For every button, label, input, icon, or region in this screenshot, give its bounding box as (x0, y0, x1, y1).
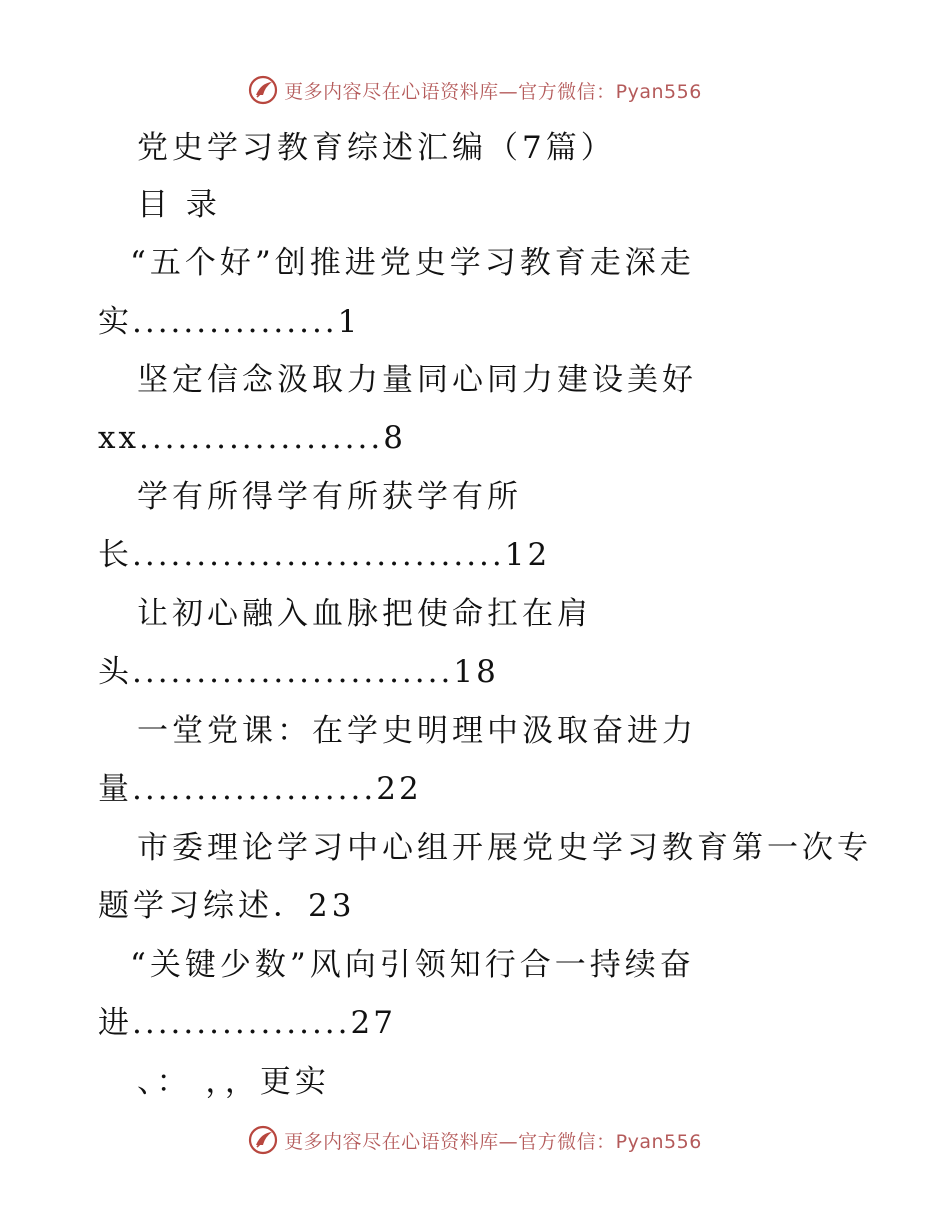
watermark-header (0, 70, 950, 110)
watermark-id: Pyan556 (615, 80, 702, 103)
toc-entry-page: 题学习综述．23 (98, 888, 356, 924)
toc-entry-title: “五个好”创推进党史学习教育走深走 (130, 245, 695, 281)
toc-entry-title: 学有所得学有所获学有所 (137, 479, 522, 515)
toc-entry-title: 让初心融入血脉把使命扛在肩 (137, 596, 592, 632)
toc-entry-page: 头.........................18 (98, 654, 499, 690)
logo-icon (248, 75, 278, 105)
toc-entry-page: 量...................22 (98, 771, 422, 807)
toc-heading: 目 录 (137, 187, 221, 223)
trailing-text: 、： ，，更实 (137, 1064, 330, 1100)
watermark-id: Pyan556 (615, 1130, 702, 1153)
toc-entry-page: xx...................8 (98, 420, 406, 456)
toc-entry-page: 长.............................12 (98, 537, 551, 573)
watermark-text: 更多内容尽在心语资料库—官方微信：Pyan556 (284, 80, 702, 103)
toc-entry-title: 坚定信念汲取力量同心同力建设美好 (137, 362, 697, 398)
watermark-footer (0, 1120, 950, 1160)
toc-entry-title: 市委理论学习中心组开展党史学习教育第一次专 (137, 830, 872, 866)
toc-entry-page: 实................1 (98, 304, 361, 340)
document-title: 党史学习教育综述汇编（7篇） (137, 130, 616, 166)
toc-entry-page: 进.................27 (98, 1005, 396, 1041)
toc-entry-title: “关键少数”风向引领知行合一持续奋 (130, 947, 695, 983)
watermark-text: 更多内容尽在心语资料库—官方微信：Pyan556 (284, 1130, 702, 1153)
logo-icon (248, 1125, 278, 1155)
toc-entry-title: 一堂党课：在学史明理中汲取奋进力 (137, 713, 697, 749)
